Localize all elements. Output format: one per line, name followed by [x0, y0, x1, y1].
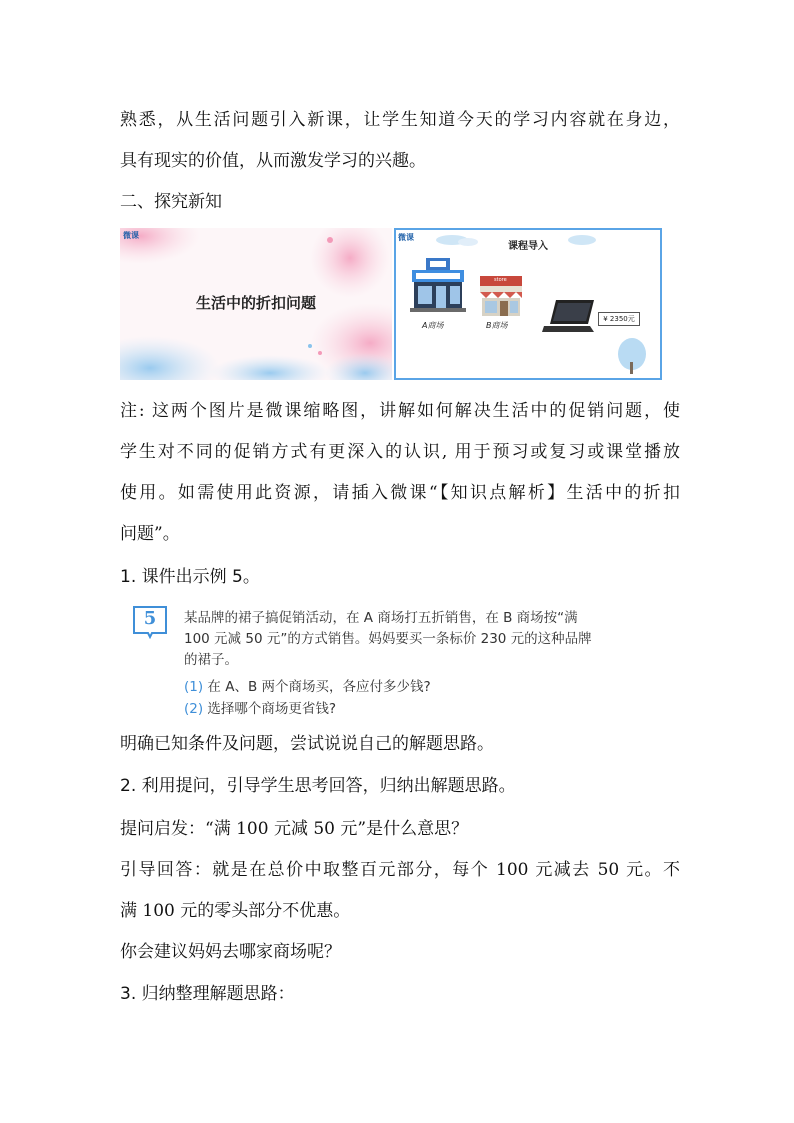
shop-b-label: B商场	[486, 321, 508, 330]
step-1: 1. 课件出示例 5。	[120, 567, 260, 587]
example-question-2	[184, 700, 336, 718]
note-line: 问题”。	[120, 524, 180, 544]
step-3: 3. 归纳整理解题思路：	[120, 984, 295, 1004]
thumbnail-title: 生活中的折扣问题	[195, 294, 316, 312]
section-heading: 二、探究新知	[120, 192, 222, 212]
store-sign: store	[494, 277, 507, 283]
example-text-line: 100 元减 50 元”的方式销售。妈妈要买一条标价 230 元的这种品牌	[184, 631, 592, 647]
example-text-line: 某品牌的裙子搞促销活动，在 A 商场打五折销售，在 B 商场按“满	[184, 610, 578, 626]
price-tag: ¥ 2350元	[598, 312, 640, 326]
laptop-icon	[542, 298, 598, 338]
micro-lesson-thumbnail-cover[interactable]	[120, 228, 392, 380]
question-number: (1)	[184, 679, 204, 695]
answer-line: 引导回答：就是在总价中取整百元部分，每个 100 元减去 50 元。不	[120, 860, 680, 880]
note-line: 学生对不同的促销方式有更深入的认识, 用于预习或复习或课堂播放	[120, 442, 680, 462]
example-number-badge	[132, 605, 168, 639]
suggestion: 你会建议妈妈去哪家商场呢？	[120, 942, 341, 962]
example-text-line: 的裙子。	[184, 652, 238, 668]
note-line: 使用。如需使用此资源，请插入微课“【知识点解析】生活中的折扣	[120, 483, 680, 503]
example-number: 5	[143, 608, 157, 629]
shop-a-label: A商场	[422, 321, 444, 330]
note-line: 注: 这两个图片是微课缩略图，讲解如何解决生活中的促销问题，使	[120, 401, 680, 421]
paragraph-line: 熟悉，从生活问题引入新课，让学生知道今天的学习内容就在身边，	[120, 110, 680, 130]
micro-lesson-thumbnail-intro[interactable]	[394, 228, 662, 380]
thumbnail-title: 课程导入	[508, 241, 548, 252]
shop-a-icon	[408, 256, 468, 316]
answer-line: 满 100 元的零头部分不优惠。	[120, 901, 351, 921]
paragraph-line: 明确已知条件及问题，尝试说说自己的解题思路。	[120, 734, 494, 754]
logo: 微课	[398, 233, 414, 242]
question-prompt: 提问启发：“满 100 元减 50 元”是什么意思？	[120, 819, 469, 839]
step-2: 2. 利用提问，引导学生思考回答，归纳出解题思路。	[120, 776, 516, 796]
example-question-1	[184, 678, 431, 696]
question-text: 选择哪个商场更省钱?	[207, 701, 337, 717]
logo: 微课	[123, 231, 139, 240]
question-text: 在 A、B 两个商场买，各应付多少钱?	[207, 679, 431, 695]
paragraph-line: 具有现实的价值，从而激发学习的兴趣。	[120, 151, 426, 171]
question-number: (2)	[184, 701, 204, 717]
